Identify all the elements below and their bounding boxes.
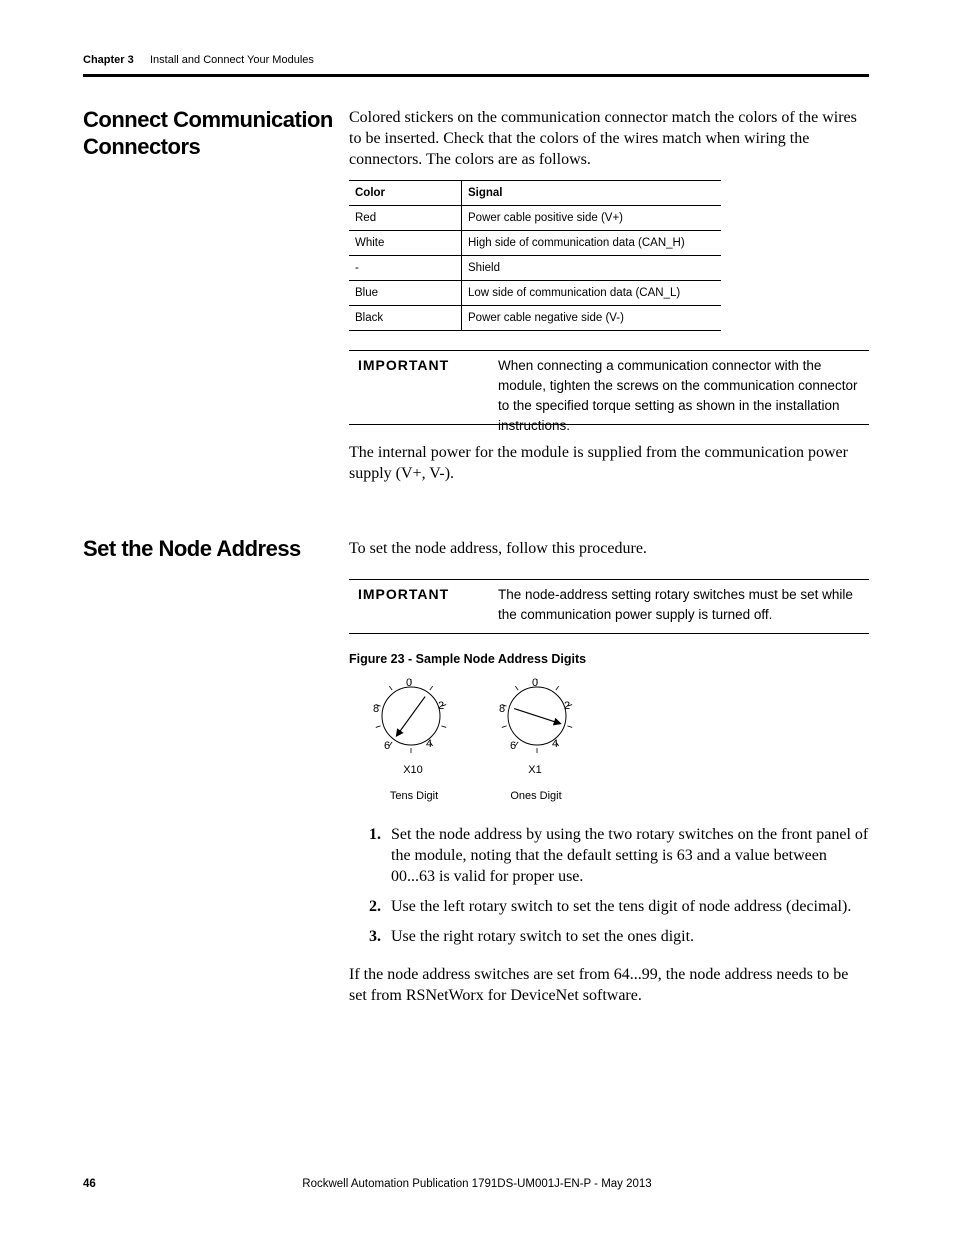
publication-info: Rockwell Automation Publication 1791DS-UM001J-EN-P - May 2013	[302, 1178, 652, 1190]
step-number: 1.	[369, 826, 381, 843]
connect-intro: Colored stickers on the communication connector match the colors of the wires to be inserted. Check that the colors of the wires match when wiring the connectors. The colors are as follows.	[349, 109, 857, 168]
important-text: When connecting a communication connector with the module, tighten the screws on the communication connector to the specified torque setting as shown in the installation instructions.	[498, 358, 858, 433]
important-text: The node-address setting rotary switches must be set while the communication power supply is turned off.	[498, 587, 853, 622]
table-cell-color: Blue	[349, 281, 462, 306]
important-box-connect	[349, 350, 869, 433]
chapter-title: Install and Connect Your Modules	[150, 54, 314, 66]
power-note: The internal power for the module is supplied from the communication power supply (V+, V-).	[349, 444, 848, 482]
procedure-steps	[369, 824, 869, 956]
table-row	[349, 206, 721, 231]
header-rule	[83, 74, 869, 77]
dial-tick	[389, 686, 392, 690]
list-item	[369, 896, 869, 917]
dial-label-2: 2	[437, 700, 445, 712]
dial-label-0: 0	[405, 677, 413, 689]
node-address-intro: To set the node address, follow this procedure.	[349, 540, 647, 557]
table-row	[349, 281, 721, 306]
dial-label-4: 4	[551, 738, 559, 750]
dial-label-4: 4	[425, 738, 433, 750]
step-number: 3.	[369, 928, 381, 945]
table-cell-color: White	[349, 231, 462, 256]
table-cell-color: -	[349, 256, 462, 281]
important-label: IMPORTANT	[358, 586, 450, 602]
table-header-row	[349, 181, 721, 206]
chapter-label: Chapter 3	[83, 54, 134, 66]
ones-rotary-switch	[499, 677, 572, 802]
table-row	[349, 231, 721, 256]
table-cell-signal: Power cable positive side (V+)	[462, 206, 722, 231]
table-cell-color: Red	[349, 206, 462, 231]
table-cell-signal: Shield	[462, 256, 722, 281]
table-cell-signal: High side of communication data (CAN_H)	[462, 231, 722, 256]
tens-pointer	[397, 697, 425, 736]
dial-tick	[556, 686, 559, 690]
heading-line: Connect Communication	[83, 107, 333, 132]
table-cell-signal: Power cable negative side (V-)	[462, 306, 722, 331]
ones-pointer	[514, 709, 560, 724]
section-heading-node-address: Set the Node Address	[83, 536, 301, 561]
tens-digit-label: Tens Digit	[389, 790, 439, 802]
column-header-color: Color	[349, 181, 462, 206]
dial-label-8: 8	[372, 703, 380, 715]
dial-tick	[502, 726, 507, 728]
section-heading-connect	[83, 106, 333, 160]
dial-label-2: 2	[563, 700, 571, 712]
list-item	[369, 824, 869, 887]
step-number: 2.	[369, 898, 381, 915]
dial-tick	[567, 726, 572, 728]
figure-caption: Figure 23 - Sample Node Address Digits	[349, 652, 587, 666]
ones-digit-label: Ones Digit	[510, 790, 562, 802]
dial-tick	[376, 726, 381, 728]
step-text: Use the right rotary switch to set the ones digit.	[391, 928, 695, 945]
dial-tick	[441, 726, 446, 728]
column-header-signal: Signal	[462, 181, 722, 206]
table-cell-color: Black	[349, 306, 462, 331]
tens-rotary-switch	[373, 677, 446, 802]
closing-paragraph: If the node address switches are set from 64...99, the node address needs to be set from RSNetWorx for DeviceNet software.	[349, 966, 849, 1004]
important-label: IMPORTANT	[358, 357, 450, 373]
table-row	[349, 256, 721, 281]
dial-tick	[515, 686, 518, 690]
tens-multiplier: X10	[403, 764, 423, 776]
step-text: Set the node address by using the two rotary switches on the front panel of the module, noting that the default setting is 63 and a value between 00...63 is valid for proper use.	[391, 826, 869, 885]
list-item	[369, 926, 869, 947]
heading-line: Connectors	[83, 134, 201, 159]
important-box-node	[349, 579, 869, 634]
dial-label-8: 8	[498, 703, 506, 715]
wire-color-table	[349, 180, 721, 331]
rotary-switch-figure	[349, 672, 589, 812]
dial-label-6: 6	[509, 740, 517, 752]
dial-label-0: 0	[531, 677, 539, 689]
ones-multiplier: X1	[528, 764, 542, 776]
page-number: 46	[83, 1178, 96, 1190]
table-row	[349, 306, 721, 331]
step-text: Use the left rotary switch to set the tens digit of node address (decimal).	[391, 898, 852, 915]
dial-tick	[430, 686, 433, 690]
dial-label-6: 6	[383, 740, 391, 752]
table-cell-signal: Low side of communication data (CAN_L)	[462, 281, 722, 306]
